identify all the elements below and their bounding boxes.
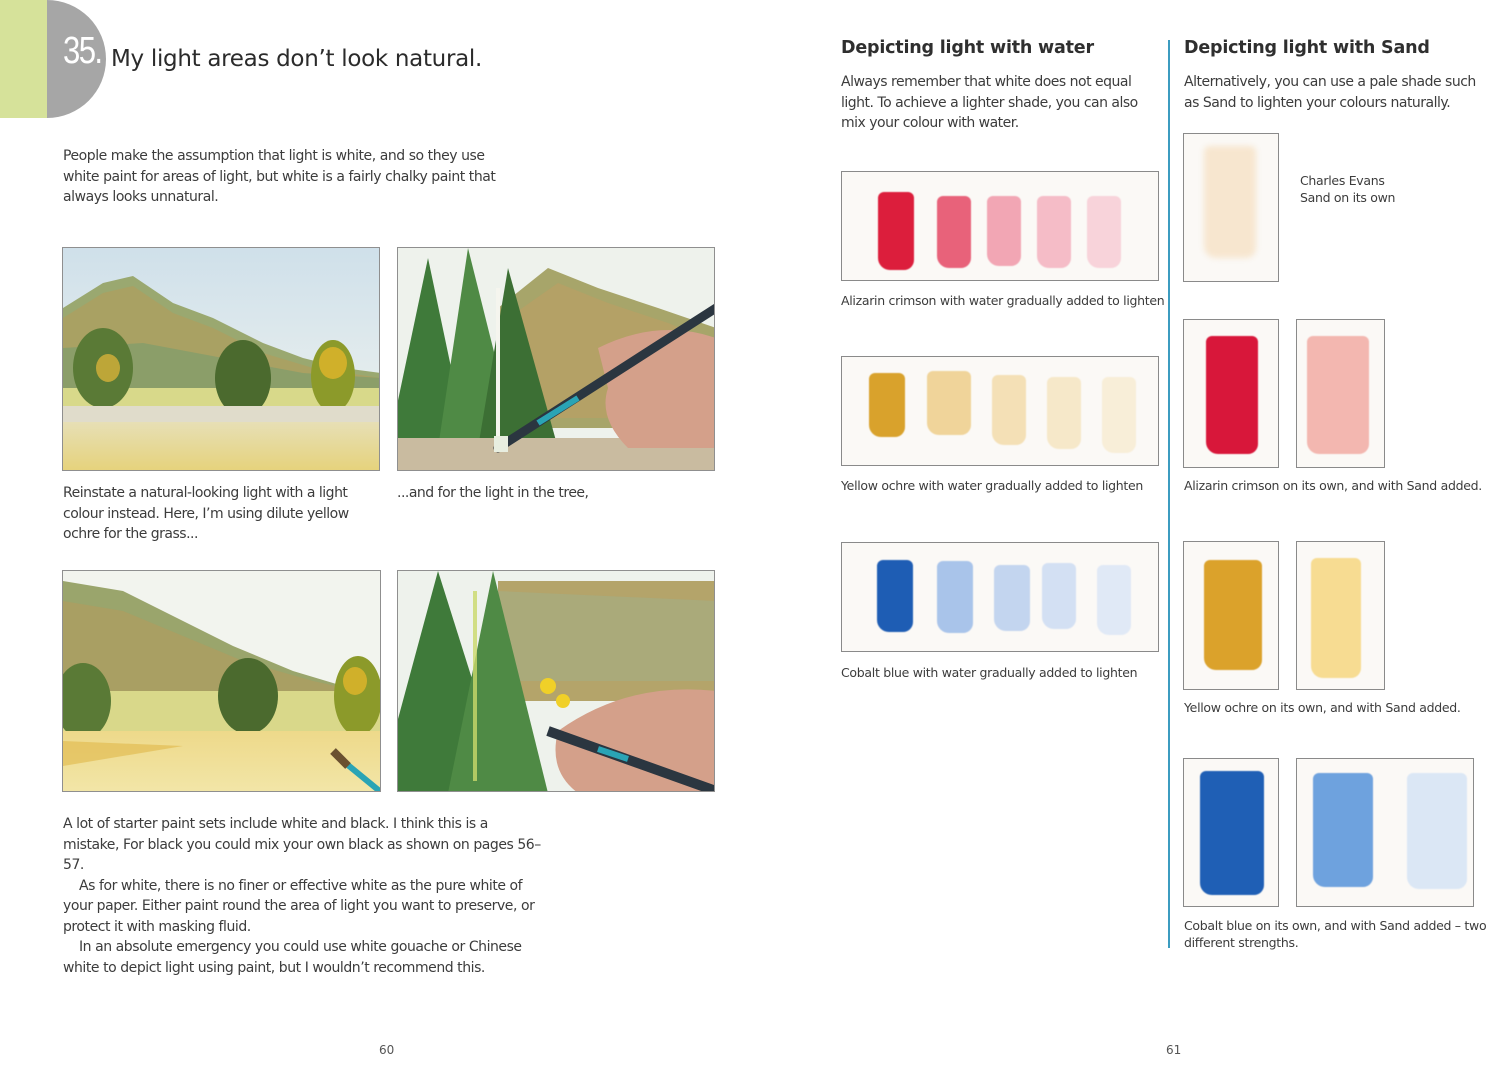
swatch-stroke: [1200, 771, 1264, 895]
swatch-stroke: [937, 561, 973, 633]
sand-description: Sand on its own: [1300, 190, 1396, 205]
swatch-stroke: [869, 373, 905, 437]
swatch-stroke: [1042, 563, 1076, 629]
swatch-stroke: [994, 565, 1030, 631]
heading-sand: Depicting light with Sand: [1184, 38, 1430, 58]
swatch-cobalt-own: [1183, 758, 1279, 907]
swatch-alizarin-sand: [1296, 319, 1385, 468]
swatch-stroke: [937, 196, 971, 268]
swatch-stroke: [1204, 560, 1262, 670]
chapter-tab-green: [0, 0, 47, 118]
body-paragraph-1: A lot of starter paint sets include white and black. I think this is a mistake, For black you could mix your own black as shown on pages 56–57.: [63, 816, 541, 873]
swatch-cobalt-water: [841, 542, 1159, 652]
swatch-stroke: [1313, 773, 1373, 887]
intro-paragraph: People make the assumption that light is white, and so they use white paint for areas of light, but white is a fairly chalky paint that always looks unnatural.: [63, 148, 496, 205]
tree-painting-illustration: [398, 248, 715, 471]
landscape-ochre-illustration: [63, 571, 381, 792]
swatch-alizarin-own: [1183, 319, 1279, 468]
body-paragraph-2: As for white, there is no finer or effective white as the pure white of your paper. Either paint round the area of light you want to preserve, or protect it with masking fluid.: [63, 877, 535, 935]
tree-yellow-illustration: [398, 571, 715, 792]
swatch-ochre-own: [1183, 541, 1279, 690]
body-text: [63, 814, 543, 978]
landscape-illustration: [63, 248, 380, 471]
photo-landscape-before: [62, 247, 380, 471]
photo-tree-yellow-light: [397, 570, 715, 792]
swatch-stroke: [1047, 377, 1081, 449]
sand-intro: Alternatively, you can use a pale shade such as Sand to lighten your colours naturally.: [1184, 74, 1476, 111]
caption-alizarin-sand: Alizarin crimson on its own, and with Sand added.: [1184, 478, 1482, 493]
column-divider: [1168, 40, 1170, 948]
swatch-ochre-sand: [1296, 541, 1385, 690]
page-number-left: 60: [379, 1043, 395, 1057]
swatch-stroke: [1087, 196, 1121, 268]
caption-ochre-sand: Yellow ochre on its own, and with Sand added.: [1184, 700, 1461, 715]
swatch-stroke: [1407, 773, 1467, 889]
tip-number: 35.: [63, 30, 102, 72]
caption-tree: ...and for the light in the tree,: [397, 485, 589, 501]
swatch-stroke: [1097, 565, 1131, 635]
water-intro: Always remember that white does not equal light. To achieve a lighter shade, you can also mix your colour with water.: [841, 74, 1138, 131]
caption-ochre-water: Yellow ochre with water gradually added to lighten: [841, 478, 1144, 493]
swatch-stroke: [877, 560, 913, 632]
swatch-sand: [1183, 133, 1279, 282]
heading-water: Depicting light with water: [841, 38, 1094, 58]
photo-landscape-yellow-ochre-grass: [62, 570, 381, 792]
page-title: My light areas don’t look natural.: [111, 46, 483, 72]
caption-cobalt-sand: Cobalt blue on its own, and with Sand added – two different strengths.: [1184, 918, 1487, 950]
swatch-stroke: [992, 375, 1026, 445]
swatch-stroke: [1307, 336, 1369, 454]
swatch-stroke: [1206, 336, 1258, 454]
body-paragraph-3: In an absolute emergency you could use white gouache or Chinese white to depict light using paint, but I wouldn’t recommend this.: [63, 939, 522, 976]
caption-grass: Reinstate a natural-looking light with a light colour instead. Here, I’m using dilute yellow ochre for the grass...: [63, 485, 349, 542]
sand-label: [1300, 172, 1395, 206]
swatch-stroke: [878, 192, 914, 270]
swatch-stroke: [1204, 146, 1256, 258]
sand-brand: Charles Evans: [1300, 173, 1385, 188]
swatch-cobalt-sand: [1296, 758, 1474, 907]
photo-tree-painting-hand: [397, 247, 715, 471]
swatch-stroke: [927, 371, 971, 435]
swatch-stroke: [1102, 377, 1136, 453]
page-number-right: 61: [1166, 1043, 1182, 1057]
caption-cobalt-water: Cobalt blue with water gradually added to lighten: [841, 665, 1138, 680]
swatch-alizarin-water: [841, 171, 1159, 281]
swatch-stroke: [1037, 196, 1071, 268]
swatch-ochre-water: [841, 356, 1159, 466]
caption-alizarin-water: Alizarin crimson with water gradually added to lighten: [841, 293, 1165, 308]
swatch-stroke: [987, 196, 1021, 266]
swatch-stroke: [1311, 558, 1361, 678]
